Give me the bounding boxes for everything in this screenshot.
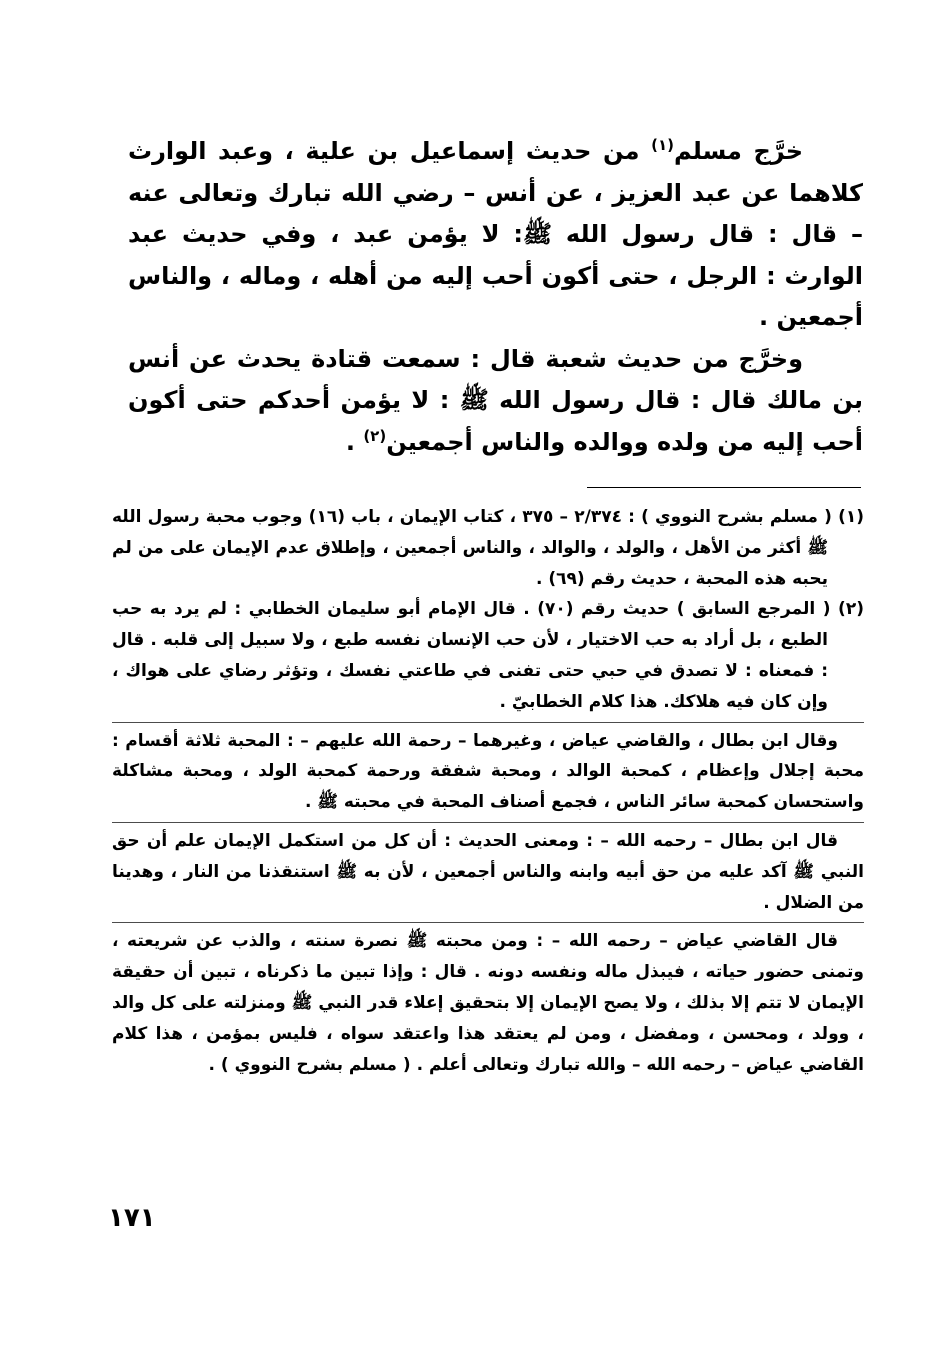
footnote-paragraph-ibn-battal-qadi: وقال ابن بطال ، والقاضي عياض ، وغيرهما – رحمة الله عليهم – : المحبة ثلاثة أقسام : محبة إجلال وإعظام ، كمحبة الوالد ، ومحبة شفقة ورحمة كمحبة الولد ، ومحبة مشاكلة واستحسان كمحبة سائر الناس ، فجمع أصناف المحبة في محبته ﷺ .: [112, 730, 864, 813]
main-paragraph-1-start: خرَّج مسلم: [673, 137, 804, 165]
footnote-divider: [112, 822, 864, 823]
main-body-text: [128, 131, 863, 463]
footnote-divider: [112, 922, 864, 923]
footnote-paragraph-qadi-iyad: قال القاضي عياض – رحمه الله – : ومن محبته ﷺ نصرة سنته ، والذب عن شريعته ، وتمنى حضور حياته ، فيبذل ماله ونفسه دونه . قال : وإذا تبين ما ذكرناه ، تبين أن حقيقة الإيمان لا تتم إلا بذلك ، ولا يصح الإيمان إلا بتحقيق إعلاء قدر النبي ﷺ ومنزلته على كل والد ، وولد ، ومحسن ، ومفضل ، ومن لم يعتقد هذا واعتقد سواه ، فليس بمؤمن ، هذا كلام القاضي عياض – رحمه الله – والله تبارك وتعالى أعلم . ( مسلم بشرح النووي ) .: [112, 931, 864, 1075]
main-paragraph-1-rest: من حديث إسماعيل بن علية ، وعبد الوارث كلاهما عن عبد العزيز ، عن أنس – رضي الله تبارك وتعالى عنه – قال : قال رسول الله ﷺ: لا يؤمن عبد ، وفي حديث عبد الوارث : الرجل ، حتى أكون أحب إليه من أهله ، وماله ، والناس أجمعين .: [128, 137, 863, 331]
footnote-2: (٢) ( المرجع السابق ) حديث رقم (٧٠) . قال الإمام أبو سليمان الخطابي : لم يرد به حب الطبع ، بل أراد به حب الاختيار ، لأن حب الإنسان نفسه طبع ، ولا سبيل إلى قلبه . قال : فمعناه : لا تصدق في حبي حتى تفنى في طاعتي نفسك ، وتؤثر رضاي على هواك ، وإن كان فيه هلاكك. هذا كلام الخطابيّ .: [112, 599, 864, 712]
footnote-paragraph-ibn-battal: قال ابن بطال – رحمه الله – : ومعنى الحديث : أن كل من استكمل الإيمان علم أن حق النبي ﷺ آكد عليه من حق أبيه وابنه والناس أجمعين ، لأن به ﷺ استنقذنا من النار ، وهدينا من الضلال .: [112, 830, 864, 913]
footnote-1: (١) ( مسلم بشرح النووي ) : ٢/٣٧٤ – ٣٧٥ ، كتاب الإيمان ، باب (١٦) وجوب محبة رسول الله ﷺ أكثر من الأهل ، والولد ، والوالد ، والناس أجمعين ، وإطلاق عدم الإيمان على من لم يحبه هذه المحبة ، حديث رقم (٦٩) .: [112, 507, 865, 589]
footnote-reference-2: (٢): [363, 426, 387, 445]
footnote-separator-line: [587, 487, 861, 488]
main-paragraph-2-end: .: [345, 427, 364, 456]
main-paragraph-2: [128, 339, 863, 464]
main-paragraph-1: [128, 131, 863, 339]
main-paragraph-2-text: وخرَّج من حديث شعبة قال : سمعت قتادة يحدث عن أنس بن مالك قال : قال رسول الله ﷺ : لا يؤمن أحدكم حتى أكون أحب إليه من ولده ووالده والناس أجمعين: [128, 344, 863, 456]
footnotes-section: [112, 496, 864, 1080]
footnote-divider: [112, 722, 864, 723]
page-number: ١٧١: [108, 1203, 156, 1233]
footnote-reference-1: (١): [651, 136, 674, 154]
